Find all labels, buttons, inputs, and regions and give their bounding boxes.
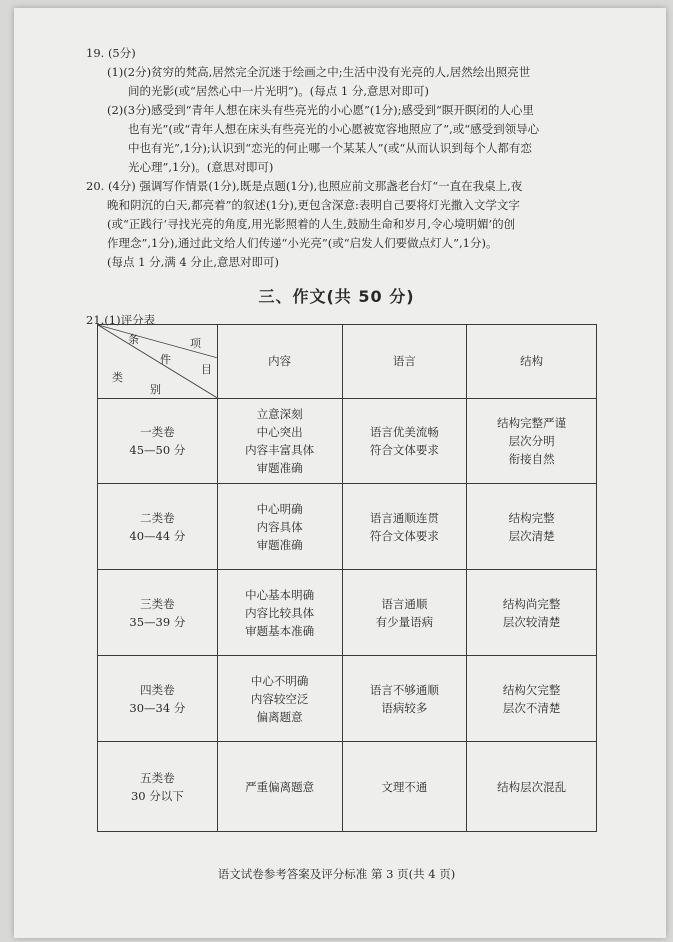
corner-cell bbox=[98, 325, 218, 399]
cell-line: 层次清楚 bbox=[508, 528, 555, 543]
cell-line: 衔接自然 bbox=[508, 452, 555, 467]
category-cell bbox=[98, 570, 218, 656]
content-cell bbox=[217, 484, 342, 570]
structure-cell bbox=[467, 484, 597, 570]
q19-p2-line: 光心理”,1分)。(意思对即可) bbox=[128, 160, 274, 174]
cell-line: 结构层次混乱 bbox=[497, 779, 567, 794]
corner-tiao: 条 bbox=[128, 333, 139, 346]
structure-cell bbox=[467, 398, 597, 484]
content-cell bbox=[217, 570, 342, 656]
category-cell bbox=[98, 656, 218, 742]
cell-line: 审题基本准确 bbox=[245, 623, 315, 638]
content-cell bbox=[217, 656, 342, 742]
scoring-table bbox=[97, 324, 597, 832]
cell-line: 内容比较具体 bbox=[245, 605, 315, 620]
category-name: 四类卷 bbox=[140, 682, 175, 697]
language-cell bbox=[342, 742, 467, 832]
cell-line: 内容丰富具体 bbox=[245, 443, 315, 458]
q19-p2-line: 也有光”(或“青年人想在床头有些亮光的小心愿被宽容地照应了”,或“感受到领导心 bbox=[128, 122, 540, 136]
cell-line: 符合文体要求 bbox=[369, 443, 439, 458]
cell-line: 严重偏离题意 bbox=[245, 779, 315, 794]
cell-line: 中心突出 bbox=[256, 425, 303, 440]
corner-mu: 目 bbox=[201, 363, 212, 376]
cell-line: 语言不够通顺 bbox=[369, 682, 439, 697]
corner-lei: 类 bbox=[112, 371, 123, 384]
structure-cell bbox=[467, 742, 597, 832]
q19-p2-line: (2)(3分)感受到“青年人想在床头有些亮光的小心愿”(1分);感受到“瞑开瞑闭的人心里 bbox=[107, 103, 534, 117]
category-name: 五类卷 bbox=[140, 770, 175, 785]
q20-line: (或“正践行‘寻找光亮的角度,用光影照着的人生,鼓励生命和岁月,令心境明媚’的创 bbox=[107, 217, 516, 231]
page-footer: 语文试卷参考答案及评分标准 第 3 页(共 4 页) bbox=[217, 867, 456, 881]
cell-line: 中心明确 bbox=[256, 501, 303, 516]
table-row bbox=[98, 398, 597, 484]
cell-line: 符合文体要求 bbox=[369, 528, 439, 543]
category-cell bbox=[98, 398, 218, 484]
table-label: 21.(1)评分表 bbox=[86, 313, 156, 327]
cell-line: 文理不通 bbox=[381, 779, 428, 794]
cell-line: 审题准确 bbox=[256, 461, 303, 476]
category-name: 三类卷 bbox=[140, 596, 175, 611]
category-cell bbox=[98, 484, 218, 570]
q20-line: 晚和阴沉的白天,都亮着”的叙述(1分),更包含深意:表明自己要将灯光撒入文学文字 bbox=[107, 198, 520, 212]
cell-line: 结构尚完整 bbox=[502, 596, 561, 611]
cell-line: 语言通顺连贯 bbox=[369, 510, 439, 525]
cell-line: 语病较多 bbox=[381, 700, 428, 715]
category-score: 30—34 分 bbox=[129, 700, 186, 715]
corner-xiang: 项 bbox=[190, 337, 201, 350]
q19-p1-line: (1)(2分)贫穷的梵高,居然完全沉迷于绘画之中;生活中没有光亮的人,居然绘出照亮世 bbox=[107, 65, 531, 79]
q20-line: 作理念”,1分),通过此文给人们传递“小光亮”(或“启发人们要做点灯人”,1分)。 bbox=[107, 236, 498, 250]
q19-heading: 19. (5分) bbox=[86, 46, 136, 60]
cell-line: 内容具体 bbox=[256, 519, 303, 534]
header-structure: 结构 bbox=[467, 325, 597, 399]
q20-note: (每点 1 分,满 4 分止,意思对即可) bbox=[107, 255, 280, 269]
table-row bbox=[98, 742, 597, 832]
language-cell bbox=[342, 484, 467, 570]
language-cell bbox=[342, 656, 467, 742]
cell-line: 有少量语病 bbox=[375, 614, 434, 629]
cell-line: 语言通顺 bbox=[381, 596, 428, 611]
cell-line: 层次较清楚 bbox=[502, 614, 561, 629]
table-row bbox=[98, 484, 597, 570]
table-row bbox=[98, 656, 597, 742]
cell-line: 语言优美流畅 bbox=[369, 425, 439, 440]
language-cell bbox=[342, 570, 467, 656]
category-score: 40—44 分 bbox=[129, 528, 186, 543]
section-title: 三、作文(共 50 分) bbox=[258, 287, 415, 306]
cell-line: 结构完整严谨 bbox=[497, 416, 567, 431]
category-score: 45—50 分 bbox=[129, 443, 186, 458]
q20-line: 20. (4分) 强调写作情景(1分),既是点题(1分),也照应前文那盏老台灯“一直在我桌上,夜 bbox=[86, 179, 523, 193]
answer-block bbox=[86, 44, 646, 272]
header-content: 内容 bbox=[217, 325, 342, 399]
cell-line: 立意深刻 bbox=[256, 407, 303, 422]
cell-line: 内容较空泛 bbox=[250, 691, 309, 706]
content-cell bbox=[217, 742, 342, 832]
category-name: 二类卷 bbox=[140, 510, 175, 525]
corner-jian: 件 bbox=[160, 353, 171, 366]
cell-line: 结构欠完整 bbox=[502, 682, 561, 697]
cell-line: 中心基本明确 bbox=[245, 587, 315, 602]
q19-p1-line: 间的光影(或“居然心中一片光明”)。(每点 1 分,意思对即可) bbox=[128, 84, 429, 98]
header-language: 语言 bbox=[342, 325, 467, 399]
cell-line: 层次不清楚 bbox=[502, 700, 561, 715]
category-score: 35—39 分 bbox=[129, 614, 186, 629]
structure-cell bbox=[467, 570, 597, 656]
cell-line: 层次分明 bbox=[508, 434, 555, 449]
category-cell bbox=[98, 742, 218, 832]
content-cell bbox=[217, 398, 342, 484]
category-score: 30 分以下 bbox=[130, 788, 184, 803]
corner-bie: 别 bbox=[150, 383, 161, 396]
category-name: 一类卷 bbox=[140, 425, 175, 440]
structure-cell bbox=[467, 656, 597, 742]
table-header-row bbox=[98, 325, 597, 399]
language-cell bbox=[342, 398, 467, 484]
q19-p2-line: 中也有光”,1分);认识到“恋光的何止哪一个某某人”(或“从而认识到每个人都有恋 bbox=[128, 141, 532, 155]
table-row bbox=[98, 570, 597, 656]
cell-line: 结构完整 bbox=[508, 510, 555, 525]
cell-line: 偏离题意 bbox=[256, 709, 303, 724]
cell-line: 中心不明确 bbox=[250, 673, 309, 688]
cell-line: 审题准确 bbox=[256, 537, 303, 552]
